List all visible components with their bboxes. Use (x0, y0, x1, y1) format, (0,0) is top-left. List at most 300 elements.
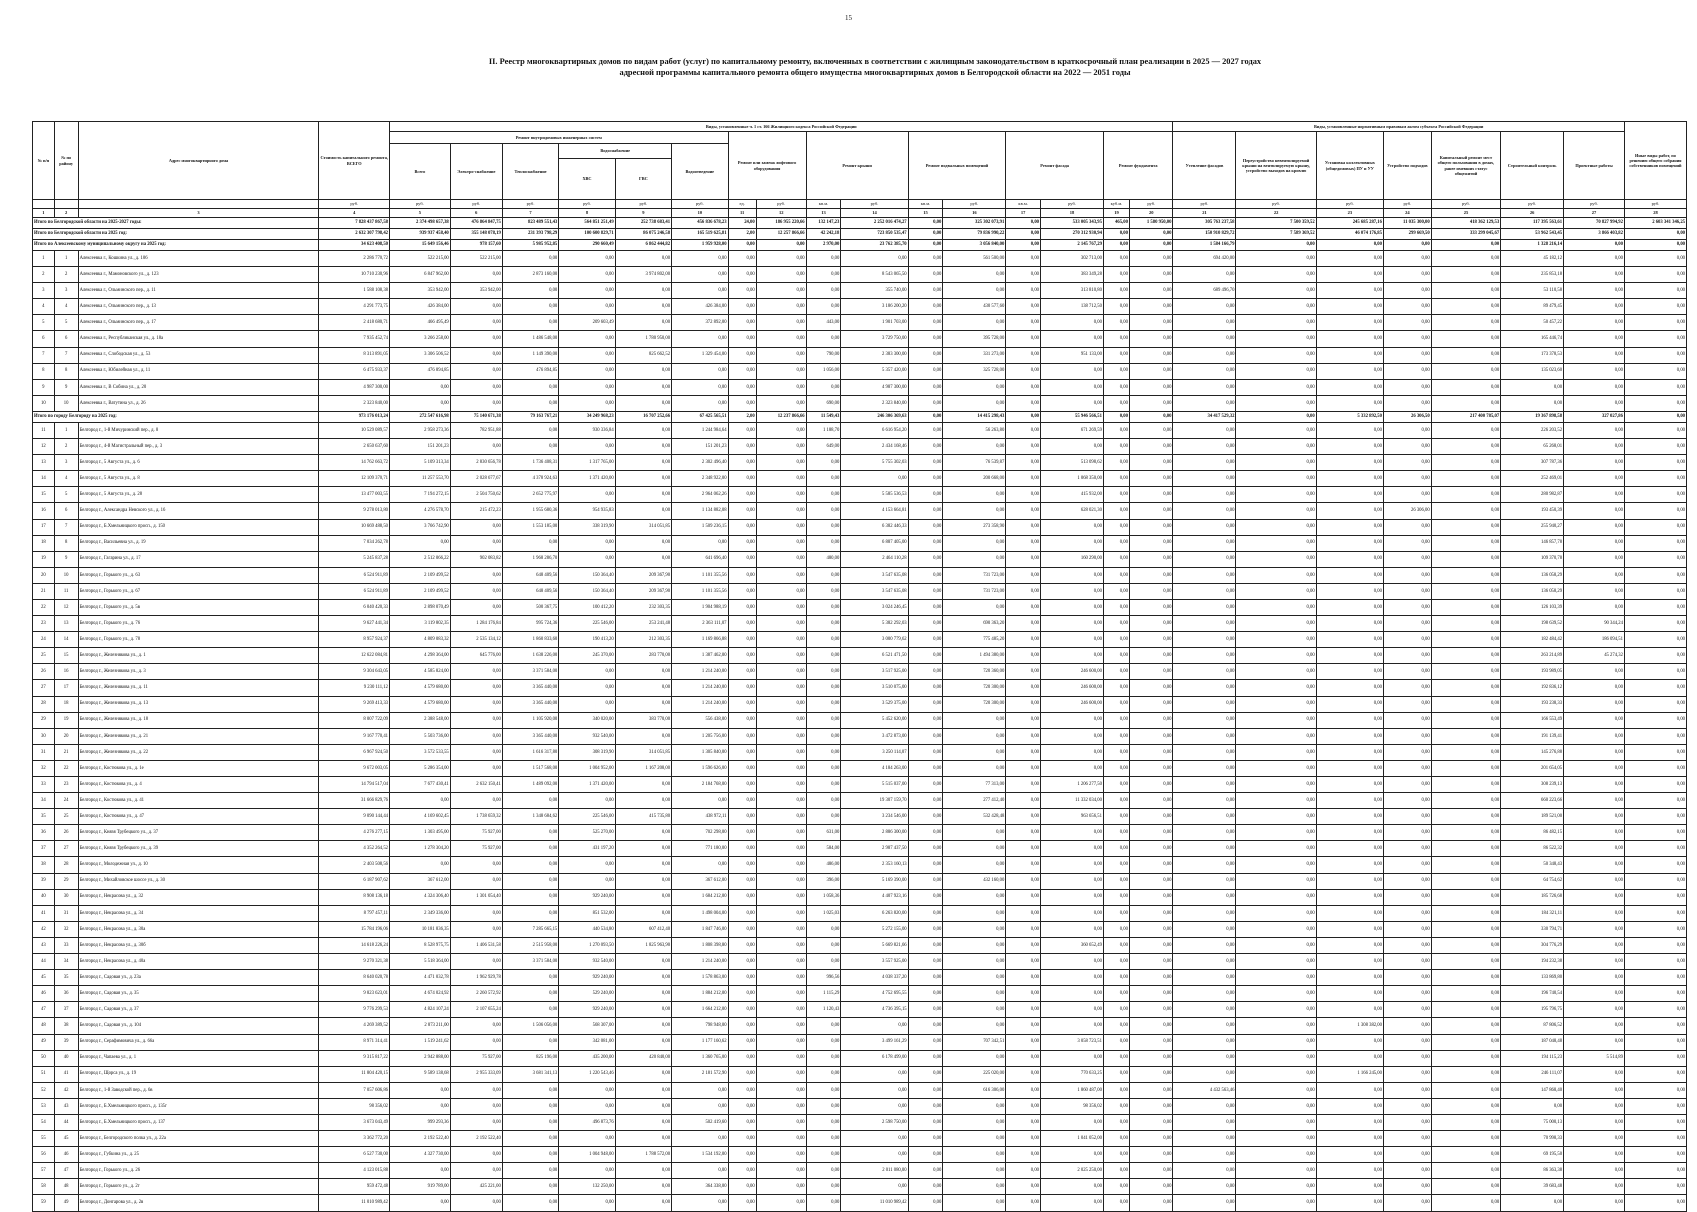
row-cell: 0,00 (1564, 986, 1625, 1002)
row-district-number: 47 (54, 1163, 78, 1179)
row-cell: 0,00 (1236, 347, 1316, 363)
row-cell: 0,00 (1383, 696, 1431, 712)
row-number: 24 (33, 632, 55, 648)
row-cell: 929 240,00 (559, 889, 615, 905)
row-cell: 959 472,48 (319, 1179, 390, 1195)
row-cell: 0,00 (728, 793, 756, 809)
total-cell: 0,00 (1103, 229, 1129, 240)
total-cell: 0,00 (1624, 411, 1686, 422)
row-cell: 165 446,74 (1501, 331, 1564, 347)
row-cell: 2 942 888,00 (390, 1050, 451, 1066)
table-row (33, 809, 1687, 825)
row-cell: 0,00 (841, 1018, 908, 1034)
row-cell: 0,00 (756, 632, 806, 648)
row-cell: 4 987 300,00 (841, 379, 908, 395)
row-cell: 146 857,78 (1501, 535, 1564, 551)
row-cell: 0,00 (1041, 744, 1104, 760)
row-cell: 5 669 821,66 (841, 937, 908, 953)
row-cell: 0,00 (1236, 1195, 1316, 1211)
row-cell: 0,00 (1564, 331, 1625, 347)
total-cell: 465,00 (1103, 218, 1129, 229)
row-cell: 235 853,18 (1501, 267, 1564, 283)
row-cell: 0,00 (943, 970, 1006, 986)
row-district-number: 46 (54, 1147, 78, 1163)
row-cell: 0,00 (1316, 363, 1383, 379)
row-cell: 0,00 (1383, 970, 1431, 986)
row-cell: 0,00 (908, 648, 943, 664)
row-cell: 1 188,70 (806, 422, 841, 438)
unit-cell: руб. (319, 200, 390, 209)
row-cell: 0,00 (1129, 632, 1173, 648)
row-cell: 0,00 (1624, 567, 1686, 583)
row-cell: 0,00 (615, 551, 671, 567)
header-cap-places: Капитальный ремонт мест общего пользования в домах, ранее имевших статус общежитий (1431, 132, 1500, 200)
header-group-federal: Виды, установленные ч. 1 ст. 166 Жилищного кодекса Российской Федерации (390, 122, 1173, 132)
row-cell: 0,00 (1006, 857, 1041, 873)
row-cell: 0,00 (1316, 1034, 1383, 1050)
unit-cell: руб. (1041, 200, 1104, 209)
row-cell: 0,00 (728, 954, 756, 970)
row-cell: 136 058,29 (1501, 583, 1564, 599)
row-cell: 0,00 (1006, 267, 1041, 283)
row-cell: 0,00 (1006, 777, 1041, 793)
row-cell: 0,00 (1006, 889, 1041, 905)
row-cell: 0,00 (1103, 809, 1129, 825)
row-cell: 0,00 (1236, 1002, 1316, 1018)
row-cell: 0,00 (756, 777, 806, 793)
row-cell: 0,00 (1624, 905, 1686, 921)
row-cell: 0,00 (1564, 395, 1625, 411)
row-cell: 0,00 (615, 680, 671, 696)
row-cell: 0,00 (1103, 1163, 1129, 1179)
row-cell: 0,00 (615, 251, 671, 267)
row-address: Белгород г., Костюкова ул., д. 4 (78, 777, 319, 793)
row-cell: 0,00 (1624, 648, 1686, 664)
row-district-number: 5 (54, 487, 78, 503)
row-cell: 0,00 (756, 825, 806, 841)
row-cell: 0,00 (559, 1082, 615, 1098)
row-cell: 4 298 364,00 (390, 648, 451, 664)
total-cell: 2 632 307 798,42 (319, 229, 390, 240)
row-cell: 0,00 (943, 379, 1006, 395)
total-cell: 0,00 (756, 240, 806, 251)
row-cell: 0,00 (1564, 422, 1625, 438)
row-cell: 0,00 (1006, 921, 1041, 937)
row-cell: 4 184 263,00 (841, 760, 908, 776)
row-cell: 0,00 (943, 1114, 1006, 1130)
row-cell: 0,00 (450, 1195, 502, 1211)
row-cell: 0,00 (1431, 347, 1500, 363)
row-cell: 0,00 (672, 1195, 728, 1211)
row-cell: 3 234 546,00 (841, 809, 908, 825)
row-cell: 0,00 (1236, 680, 1316, 696)
row-cell: 0,00 (1236, 954, 1316, 970)
row-cell: 45 274,32 (1564, 648, 1625, 664)
row-cell: 770 633,25 (1041, 1066, 1104, 1082)
header-insulation: Утепление фасадов (1173, 132, 1236, 200)
row-cell: 0,00 (1006, 395, 1041, 411)
title-line-2: адресной программы капитального ремонта общего имущества многоквартирных домов в Белгородской области на 2022 — 2051 годы (619, 68, 1131, 77)
row-address: Белгород г., Садовая ул., д. 37 (78, 1002, 319, 1018)
row-address: Белгород г., Михайловское шоссе ул., д. 30 (78, 873, 319, 889)
row-cell: 0,00 (908, 1018, 943, 1034)
row-cell: 0,00 (1564, 487, 1625, 503)
row-cell: 1 303 495,00 (390, 825, 451, 841)
row-cell: 0,00 (1624, 347, 1686, 363)
row-cell: 2 348 922,00 (672, 471, 728, 487)
row-number: 27 (33, 680, 55, 696)
row-cell: 1 578 863,00 (672, 970, 728, 986)
total-cell: 0,00 (1129, 411, 1173, 422)
total-cell: 11 549,43 (806, 411, 841, 422)
row-cell: 0,00 (756, 921, 806, 937)
row-cell: 0,00 (756, 905, 806, 921)
row-cell: 0,00 (559, 680, 615, 696)
row-cell: 280 982,87 (1501, 487, 1564, 503)
row-cell: 0,00 (1431, 1018, 1500, 1034)
row-cell: 930 336,84 (559, 422, 615, 438)
row-cell: 0,00 (1173, 712, 1236, 728)
row-cell: 4 585 824,00 (390, 664, 451, 680)
total-cell: 11 035 300,00 (1383, 218, 1431, 229)
row-cell: 0,00 (1006, 567, 1041, 583)
row-cell: 0,00 (806, 583, 841, 599)
row-cell: 0,00 (502, 986, 558, 1002)
row-cell: 0,00 (756, 696, 806, 712)
row-cell: 0,00 (1236, 809, 1316, 825)
row-cell: 0,00 (1173, 857, 1236, 873)
row-cell: 0,00 (756, 986, 806, 1002)
row-cell: 0,00 (615, 1098, 671, 1114)
row-cell: 212 303,35 (615, 632, 671, 648)
row-cell: 0,00 (1624, 921, 1686, 937)
row-cell: 0,00 (1103, 648, 1129, 664)
row-cell: 0,00 (756, 599, 806, 615)
row-cell: 209 367,90 (615, 583, 671, 599)
row-cell: 0,00 (1129, 954, 1173, 970)
row-cell: 0,00 (806, 471, 841, 487)
row-cell: 0,00 (806, 1163, 841, 1179)
row-cell: 0,00 (1431, 1050, 1500, 1066)
row-cell: 1 214 240,00 (672, 680, 728, 696)
row-number: 51 (33, 1066, 55, 1082)
row-cell: 0,00 (943, 712, 1006, 728)
unit-cell: руб. (1624, 200, 1686, 209)
row-cell: 1 041 052,00 (1041, 1131, 1104, 1147)
row-cell: 0,00 (615, 471, 671, 487)
row-cell: 0,00 (1564, 712, 1625, 728)
row-cell: 0,00 (1383, 937, 1431, 953)
total-cell: 42 242,18 (806, 229, 841, 240)
row-cell: 0,00 (1236, 825, 1316, 841)
row-cell: 5 514,89 (1564, 1050, 1625, 1066)
row-cell: 150 364,40 (559, 583, 615, 599)
row-cell: 0,00 (728, 1131, 756, 1147)
unit-cell: куб.м. (1103, 200, 1129, 209)
row-cell: 0,00 (1501, 1098, 1564, 1114)
row-cell: 631,00 (806, 825, 841, 841)
row-cell: 0,00 (1173, 1163, 1236, 1179)
row-cell: 0,00 (1103, 696, 1129, 712)
table-row (33, 299, 1687, 315)
row-cell: 851 532,00 (559, 905, 615, 921)
row-cell: 0,00 (1129, 1002, 1173, 1018)
row-cell: 0,00 (728, 1034, 756, 1050)
row-cell: 0,00 (1006, 1098, 1041, 1114)
row-cell: 0,00 (1041, 1195, 1104, 1211)
row-cell: 185 726,68 (1501, 889, 1564, 905)
row-cell: 0,00 (1383, 331, 1431, 347)
row-cell: 1 120,43 (806, 1002, 841, 1018)
row-cell: 70 998,33 (1501, 1131, 1564, 1147)
row-address: Белгород г., Некрасова ул., д. 40а (78, 954, 319, 970)
row-cell: 0,00 (806, 937, 841, 953)
row-cell: 6 040 420,33 (319, 599, 390, 615)
row-cell: 1 206 277,50 (1041, 777, 1104, 793)
row-cell: 0,00 (1316, 809, 1383, 825)
row-district-number: 38 (54, 1018, 78, 1034)
row-cell: 0,00 (615, 363, 671, 379)
row-cell: 0,00 (841, 1147, 908, 1163)
row-cell: 529 240,00 (559, 986, 615, 1002)
row-cell: 184 321,11 (1501, 905, 1564, 921)
row-cell: 0,00 (806, 1131, 841, 1147)
row-address: Белгород г., Железнякова ул., д. 13 (78, 696, 319, 712)
row-cell: 0,00 (806, 1066, 841, 1082)
row-address: Белгород г., Железнякова ул., д. 11 (78, 680, 319, 696)
row-cell: 2 873 211,00 (390, 1018, 451, 1034)
total-cell: 2 374 498 657,38 (390, 218, 451, 229)
row-cell: 5 245 837,28 (319, 551, 390, 567)
row-cell: 0,00 (728, 471, 756, 487)
row-cell: 0,00 (1006, 535, 1041, 551)
row-cell: 0,00 (1173, 889, 1236, 905)
row-cell: 0,00 (841, 1066, 908, 1082)
row-cell: 0,00 (756, 970, 806, 986)
table-row (33, 857, 1687, 873)
row-cell: 0,00 (615, 1034, 671, 1050)
row-cell: 0,00 (615, 379, 671, 395)
row-cell: 0,00 (1316, 857, 1383, 873)
row-cell: 0,00 (1431, 1114, 1500, 1130)
row-cell: 0,00 (1103, 793, 1129, 809)
row-cell: 0,00 (450, 728, 502, 744)
row-number: 30 (33, 728, 55, 744)
row-cell: 6 524 911,89 (319, 567, 390, 583)
row-cell: 0,00 (1431, 809, 1500, 825)
row-cell: 0,00 (908, 395, 943, 411)
row-cell: 0,00 (615, 395, 671, 411)
row-cell: 0,00 (1431, 937, 1500, 953)
row-cell: 0,00 (1316, 379, 1383, 395)
row-cell: 0,00 (672, 1163, 728, 1179)
row-cell: 0,00 (756, 347, 806, 363)
row-cell: 0,00 (615, 825, 671, 841)
table-row (33, 1034, 1687, 1050)
row-cell: 0,00 (1173, 455, 1236, 471)
row-cell: 0,00 (908, 487, 943, 503)
row-cell: 0,00 (908, 921, 943, 937)
unit-cell: руб. (943, 200, 1006, 209)
table-row (33, 1018, 1687, 1034)
total-cell: 333 299 045,67 (1431, 229, 1500, 240)
row-cell: 0,00 (672, 857, 728, 873)
row-cell: 0,00 (908, 1002, 943, 1018)
row-cell: 0,00 (1624, 455, 1686, 471)
row-cell: 0,00 (1316, 760, 1383, 776)
total-cell: 0,00 (1236, 411, 1316, 422)
row-cell: 0,00 (1129, 793, 1173, 809)
total-cell: 34 249 968,23 (559, 411, 615, 422)
row-district-number: 14 (54, 632, 78, 648)
row-cell: 0,00 (1624, 551, 1686, 567)
row-number: 48 (33, 1018, 55, 1034)
total-cell: 70 827 994,92 (1564, 218, 1625, 229)
row-cell: 0,00 (1431, 825, 1500, 841)
row-cell: 0,00 (943, 986, 1006, 1002)
row-cell: 0,00 (1236, 379, 1316, 395)
row-cell: 11 010 989,42 (319, 1195, 390, 1211)
row-cell: 0,00 (1383, 1114, 1431, 1130)
row-cell: 0,00 (1006, 1179, 1041, 1195)
row-cell: 0,00 (1431, 1131, 1500, 1147)
row-cell: 0,00 (1431, 1163, 1500, 1179)
row-address: Алексеевка г., Ольминского пер., д. 13 (78, 299, 319, 315)
row-cell: 7 285 665,15 (502, 921, 558, 937)
row-cell: 2 363 111,07 (672, 616, 728, 632)
row-cell: 0,00 (728, 1098, 756, 1114)
row-cell: 0,00 (1129, 1050, 1173, 1066)
row-district-number: 41 (54, 1066, 78, 1082)
row-cell: 3 673 043,49 (319, 1114, 390, 1130)
row-cell: 6 521 471,50 (841, 648, 908, 664)
row-cell: 0,00 (728, 535, 756, 551)
header-group-regional: Виды, установленные нормативным правовым актом субъекта Российской Федерации (1173, 122, 1624, 132)
row-cell: 0,00 (1173, 347, 1236, 363)
row-cell: 775 485,20 (943, 632, 1006, 648)
header-meters: Установка коллективных (общедомовых) ПУ и УУ (1316, 132, 1383, 200)
row-cell: 0,00 (1624, 889, 1686, 905)
row-cell: 50 348,43 (1501, 857, 1564, 873)
row-address: Белгород г., Железнякова ул., д. 1 (78, 648, 319, 664)
row-cell: 0,00 (756, 535, 806, 551)
row-cell: 69 195,50 (1501, 1147, 1564, 1163)
row-cell: 0,00 (1041, 599, 1104, 615)
row-cell: 0,00 (1316, 251, 1383, 267)
table-row (33, 251, 1687, 267)
total-cell: 0,00 (1564, 240, 1625, 251)
row-cell: 0,00 (1041, 315, 1104, 331)
table-row (33, 1147, 1687, 1163)
row-cell: 0,00 (1173, 439, 1236, 455)
total-cell: 79 163 767,21 (502, 411, 558, 422)
row-cell: 53 110,58 (1501, 283, 1564, 299)
row-cell: 1 004 952,00 (559, 760, 615, 776)
row-number: 4 (33, 299, 55, 315)
row-number: 42 (33, 921, 55, 937)
row-cell: 0,00 (1236, 905, 1316, 921)
row-cell: 0,00 (1316, 1002, 1383, 1018)
row-cell: 0,00 (1236, 664, 1316, 680)
table-row (33, 696, 1687, 712)
row-cell: 0,00 (1103, 632, 1129, 648)
row-cell: 0,00 (756, 422, 806, 438)
row-cell: 0,00 (502, 905, 558, 921)
row-cell: 0,00 (615, 905, 671, 921)
row-cell: 0,00 (1564, 599, 1625, 615)
row-cell: 0,00 (943, 841, 1006, 857)
row-cell: 0,00 (1431, 1147, 1500, 1163)
row-cell: 0,00 (1103, 777, 1129, 793)
row-number: 52 (33, 1082, 55, 1098)
row-cell: 0,00 (1129, 921, 1173, 937)
row-cell: 0,00 (615, 1082, 671, 1098)
row-cell: 0,00 (943, 503, 1006, 519)
row-cell: 0,00 (1624, 1147, 1686, 1163)
row-cell: 0,00 (1383, 519, 1431, 535)
row-cell: 0,00 (1006, 1018, 1041, 1034)
row-cell: 0,00 (1103, 1018, 1129, 1034)
row-cell: 0,00 (390, 379, 451, 395)
table-row (33, 363, 1687, 379)
row-number: 46 (33, 986, 55, 1002)
row-cell: 86 482,15 (1501, 825, 1564, 841)
row-district-number: 31 (54, 905, 78, 921)
row-cell: 1 860 487,00 (1041, 1082, 1104, 1098)
total-cell: 0,00 (1383, 240, 1431, 251)
row-cell: 0,00 (1129, 395, 1173, 411)
row-cell: 75 927,00 (450, 1050, 502, 1066)
row-cell: 0,00 (1103, 664, 1129, 680)
row-cell: 0,00 (1383, 347, 1431, 363)
row-cell: 0,00 (943, 1050, 1006, 1066)
row-cell: 0,00 (1236, 535, 1316, 551)
total-cell: 6 862 444,82 (615, 240, 671, 251)
row-cell: 0,00 (728, 986, 756, 1002)
row-cell: 0,00 (1316, 1147, 1383, 1163)
row-cell: 0,00 (1624, 599, 1686, 615)
row-cell: 0,00 (502, 299, 558, 315)
row-cell: 0,00 (1173, 616, 1236, 632)
row-cell: 0,00 (615, 1163, 671, 1179)
total-cell: 290 660,49 (559, 240, 615, 251)
row-cell: 8 007 722,09 (319, 712, 390, 728)
row-cell: 0,00 (1103, 905, 1129, 921)
row-cell: 0,00 (1103, 267, 1129, 283)
row-cell: 0,00 (502, 315, 558, 331)
row-cell: 0,00 (806, 921, 841, 937)
row-cell: 0,00 (1316, 455, 1383, 471)
row-district-number: 23 (54, 777, 78, 793)
row-cell: 0,00 (728, 422, 756, 438)
total-row (33, 229, 1687, 240)
row-cell: 0,00 (756, 793, 806, 809)
total-cell: 327 027,86 (1564, 411, 1625, 422)
row-cell: 193 450,39 (1501, 503, 1564, 519)
unit-cell: руб. (1501, 200, 1564, 209)
row-cell: 0,00 (1041, 379, 1104, 395)
row-cell: 0,00 (756, 315, 806, 331)
row-cell: 0,00 (1383, 379, 1431, 395)
row-address: Белгород г., Донгарова ул., д. 2в (78, 1195, 319, 1211)
row-cell: 0,00 (1564, 1114, 1625, 1130)
header-address: Адрес многоквартирного дома (78, 122, 319, 200)
header-flat-roof: Переустройство невентилируемой крыши на вентилируемую крышу, устройство выходов на кровлю (1236, 132, 1316, 200)
row-cell: 0,00 (1103, 889, 1129, 905)
row-cell: 0,00 (1564, 680, 1625, 696)
row-cell: 0,00 (943, 599, 1006, 615)
row-cell: 0,00 (1041, 363, 1104, 379)
